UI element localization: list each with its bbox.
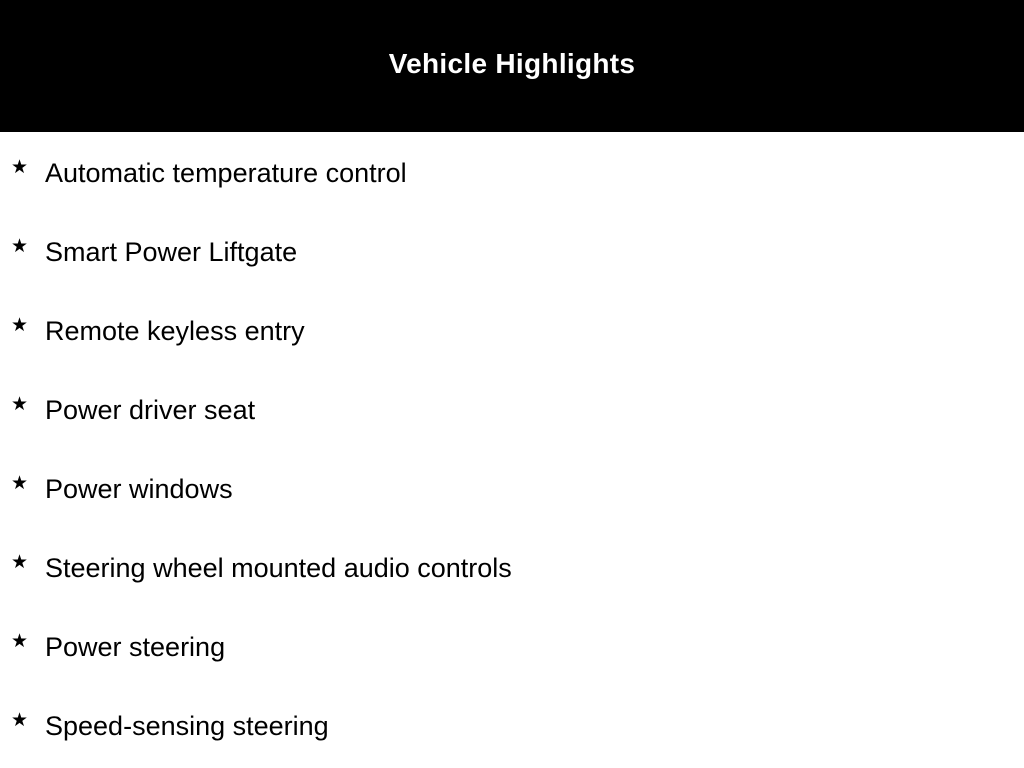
star-icon: ★ (11, 472, 29, 494)
star-icon: ★ (11, 235, 29, 257)
star-icon: ★ (11, 156, 29, 178)
highlight-label: Power windows (45, 474, 233, 504)
highlight-label: Smart Power Liftgate (45, 237, 298, 267)
highlight-label: Steering wheel mounted audio controls (45, 553, 512, 583)
page-title: Vehicle Highlights (388, 48, 636, 79)
highlight-label: Power steering (45, 632, 226, 662)
highlight-label: Speed-sensing steering (45, 711, 329, 741)
star-icon: ★ (11, 630, 29, 652)
star-icon: ★ (11, 393, 29, 415)
highlight-label: Power driver seat (45, 395, 256, 425)
highlight-label: Automatic temperature control (45, 158, 407, 188)
star-icon: ★ (11, 314, 29, 336)
star-icon: ★ (11, 551, 29, 573)
page-header (0, 0, 1024, 132)
highlight-label: Remote keyless entry (45, 316, 305, 346)
star-icon: ★ (11, 709, 29, 731)
